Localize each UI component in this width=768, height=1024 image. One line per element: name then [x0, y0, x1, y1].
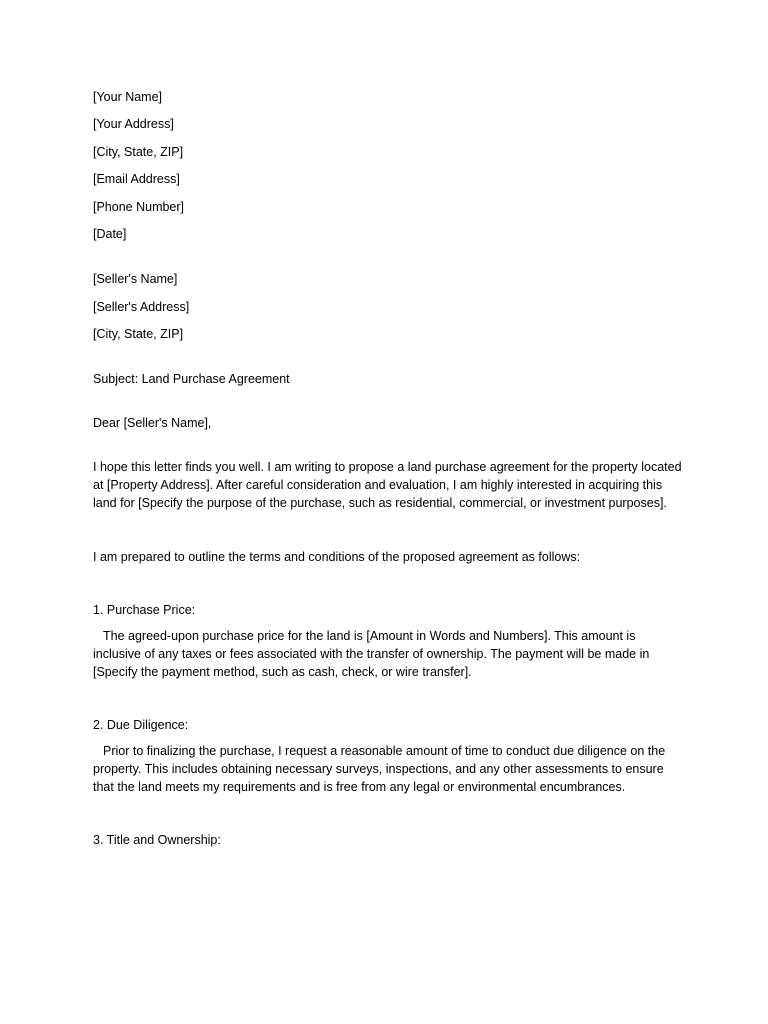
- recipient-name: [Seller's Name]: [93, 272, 178, 287]
- spacer: [93, 512, 683, 548]
- spacer: [93, 353, 683, 370]
- spacer: [93, 681, 683, 716]
- spacer: [93, 397, 683, 414]
- section-heading: 2. Due Diligence:: [93, 718, 189, 733]
- spacer: [93, 566, 683, 601]
- sender-address: [Your Address]: [93, 117, 174, 132]
- letter-date: [Date]: [93, 226, 127, 241]
- recipient-address: [Seller's Address]: [93, 299, 190, 314]
- section-due-diligence: [93, 716, 683, 796]
- salutation: Dear [Seller's Name],: [93, 415, 212, 430]
- section-title-ownership: [93, 831, 683, 849]
- section-heading: 3. Title and Ownership:: [93, 833, 221, 848]
- section-body: Prior to finalizing the purchase, I request a reasonable amount of time to conduct due diligence on the property. This includes obtaining necessary surveys, inspections, and any other assessments to ensure that the land meets my requirements and is free from any legal or environmental encumbrances.: [93, 744, 666, 795]
- section-purchase-price: [93, 601, 683, 681]
- section-body: The agreed-upon purchase price for the land is [Amount in Words and Numbers]. This amount is inclusive of any taxes or fees associated with the transfer of ownership. The payment will be made in [Specify the payment method, such as cash, check, or wire transfer].: [93, 629, 650, 680]
- terms-intro: I am prepared to outline the terms and conditions of the proposed agreement as follows:: [93, 550, 581, 565]
- sender-city-state-zip: [City, State, ZIP]: [93, 144, 184, 159]
- section-heading: 1. Purchase Price:: [93, 603, 196, 618]
- subject-line: Subject: Land Purchase Agreement: [93, 371, 290, 386]
- spacer: [93, 441, 683, 458]
- recipient-city-state-zip: [City, State, ZIP]: [93, 327, 184, 342]
- intro-paragraph: I hope this letter finds you well. I am writing to propose a land purchase agreement for the property located at [Property Address]. After careful consideration and evaluation, I am highly interested in acquiring this land for [Specify the purpose of the purchase, such as residential, commercial, or investment purposes].: [93, 460, 682, 511]
- sender-email: [Email Address]: [93, 172, 180, 187]
- sender-phone: [Phone Number]: [93, 199, 185, 214]
- recipient-block: [93, 270, 683, 343]
- sender-name: [Your Name]: [93, 90, 163, 104]
- sender-block: [93, 88, 683, 243]
- spacer: [93, 796, 683, 831]
- letter-body: [93, 88, 683, 857]
- spacer: [93, 252, 683, 270]
